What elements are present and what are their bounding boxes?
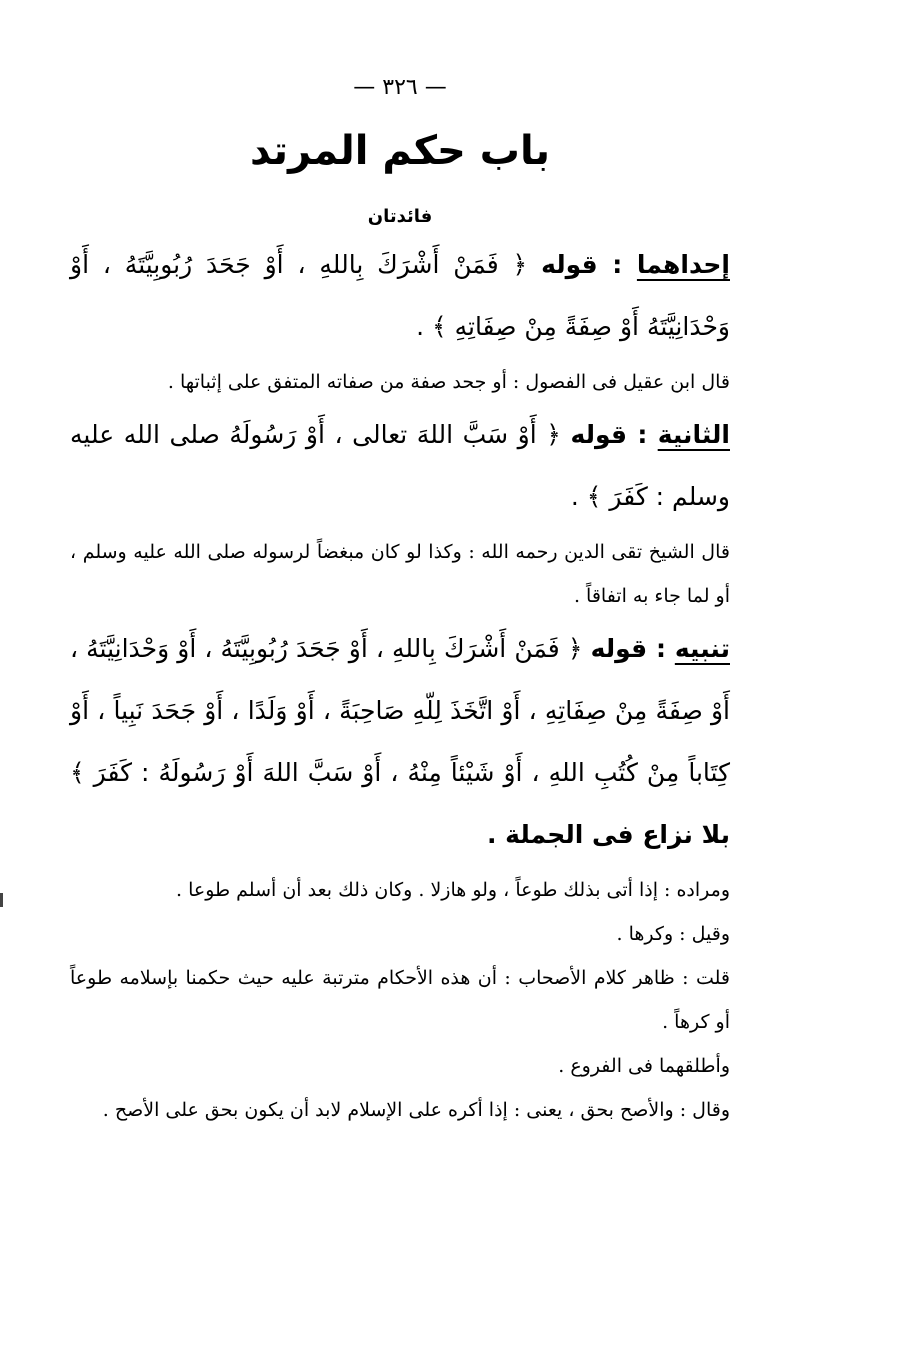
paragraph-qila: وقيل : وكرها .: [616, 923, 730, 945]
paragraph-lead: [591, 634, 730, 663]
lead-rest: : قوله: [541, 250, 623, 279]
paragraph-lead: [541, 250, 730, 279]
paragraph-furu: وأطلقهما فى الفروع .: [558, 1055, 730, 1077]
paragraph-lead: [570, 420, 730, 449]
paragraph-tanbih: [70, 618, 730, 866]
paragraph-shaykh-taqi-al-din: قال الشيخ تقى الدين رحمه الله : وكذا لو كان مبغضاً لرسوله صلى الله عليه وسلم ، أو لما جاء به اتفاقاً .: [70, 541, 730, 607]
paragraph-first-note: [70, 234, 730, 358]
quoted-text: ﴿ فَمَنْ أَشْرَكَ بِاللهِ ، أَوْ جَحَدَ رُبُوبِيَّتَهُ ، أَوْ وَحْدَانِيَّتَهُ أَوْ صِفَةً مِنْ صِفَاتِهِ ﴾ .: [70, 250, 730, 341]
tail-text: بلا نزاع فى الجملة .: [486, 820, 730, 849]
section-heading: فائدتان: [367, 206, 433, 227]
paragraph-asahh: وقال : والأصح بحق ، يعنى : إذا أكره على الإسلام لابد أن يكون بحق على الأصح .: [102, 1099, 730, 1121]
quoted-text: ﴿ فَمَنْ أَشْرَكَ بِاللهِ ، أَوْ جَحَدَ رُبُوبِيَّتَهُ ، أَوْ وَحْدَانِيَّتَهُ ، أَوْ صِفَةً مِنْ صِفَاتِهِ ، أَوْ اتَّخَذَ لِلّهِ صَاحِبَةً ، أَوْ وَلَدًا ، أَوْ جَحَدَ نَبِياً ، أَوْ كِتَاباً مِنْ كُتُبِ اللهِ ، أَوْ شَيْئاً مِنْهُ ، أَوْ سَبَّ اللهَ أَوْ رَسُولَهُ : كَفَرَ ﴾: [70, 634, 730, 787]
page-number: — ٣٢٦ —: [353, 75, 447, 100]
book-page: [70, 60, 730, 1132]
quoted-text: ﴿ أَوْ سَبَّ اللهَ تعالى ، أَوْ رَسُولَهُ صلى الله عليه وسلم : كَفَرَ ﴾ .: [70, 420, 730, 511]
lead-word: إحداهما: [636, 250, 730, 279]
lead-word: الثانية: [657, 420, 730, 449]
paragraph-intent: ومراده : إذا أتى بذلك طوعاً ، ولو هازلا . وكان ذلك بعد أن أسلم طوعا .: [175, 879, 730, 901]
paragraph-qultu: قلت : ظاهر كلام الأصحاب : أن هذه الأحكام مترتبة عليه حيث حكمنا بإسلامه طوعاً أو كرهاً .: [70, 967, 730, 1033]
paragraph-second-note: [70, 404, 730, 528]
lead-rest: : قوله: [570, 420, 648, 449]
scan-edge-mark: [0, 893, 3, 907]
paragraph-ibn-aqil: قال ابن عقيل فى الفصول : أو جحد صفة من صفاته المتفق على إثباتها .: [167, 371, 730, 393]
chapter-title: باب حكم المرتد: [249, 128, 551, 174]
lead-rest: : قوله: [590, 634, 666, 663]
lead-word: تنبيه: [674, 634, 730, 663]
